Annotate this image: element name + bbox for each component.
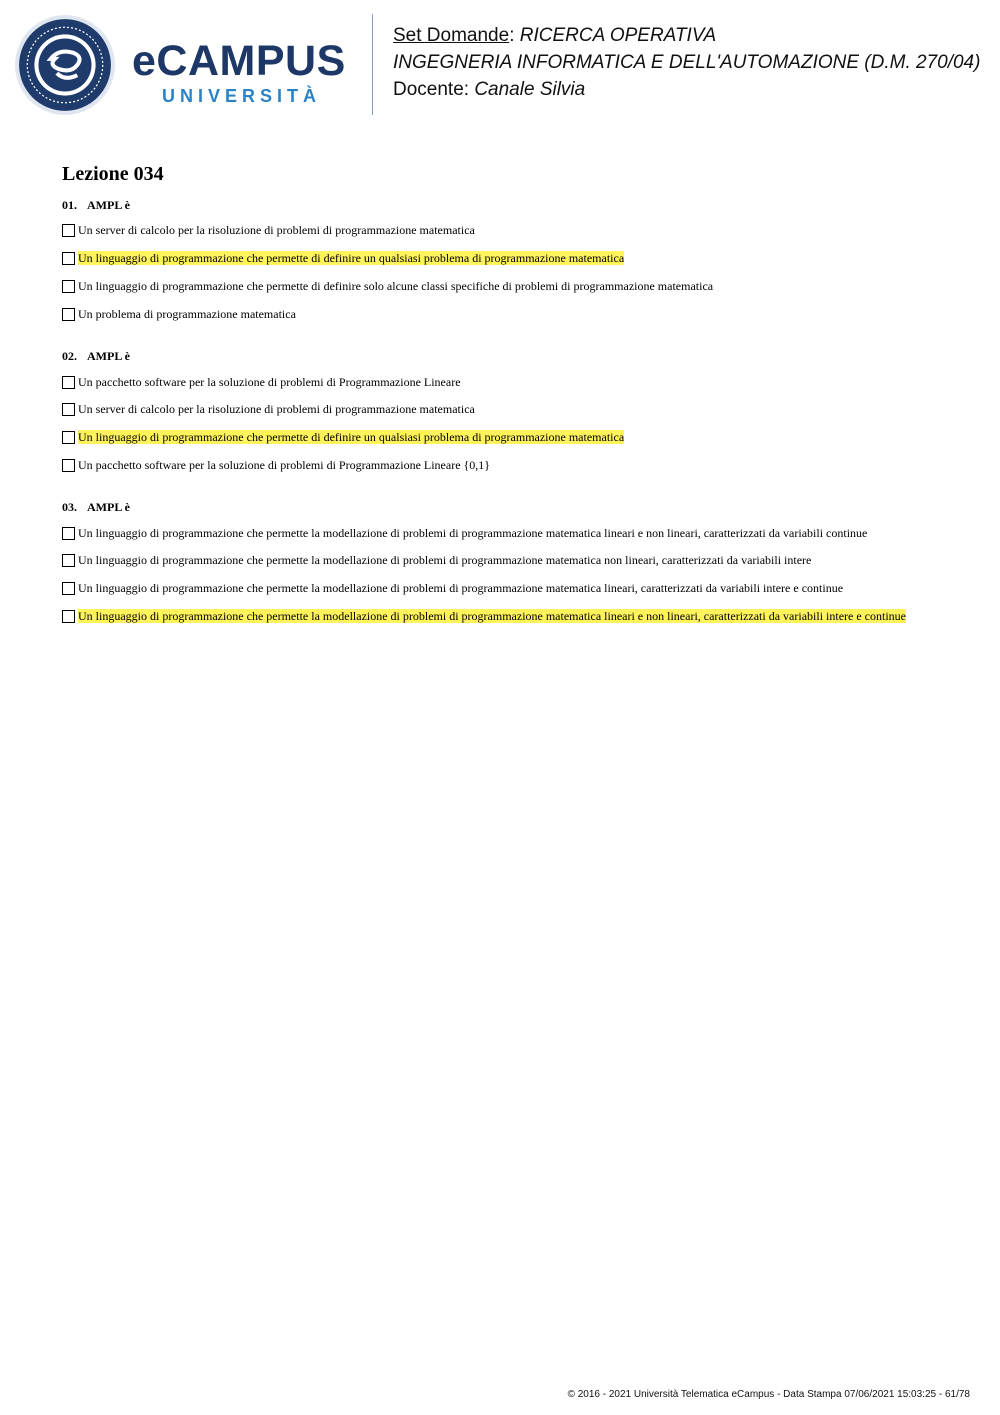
set-line: [393, 22, 980, 49]
answer-text: Un pacchetto software per la soluzione di problemi di Programmazione Lineare {0,1}: [78, 458, 491, 472]
answer-text: Un problema di programmazione matematica: [78, 307, 296, 321]
set-value: RICERCA OPERATIVA: [519, 25, 717, 46]
answer-option[interactable]: [62, 609, 942, 624]
page-header: [0, 0, 1000, 130]
docente-label: Docente:: [393, 79, 475, 100]
question-title: [62, 349, 942, 363]
answer-checkbox[interactable]: [62, 459, 75, 472]
answer-checkbox[interactable]: [62, 431, 75, 444]
question-title: [62, 500, 942, 514]
answer-text: Un linguaggio di programmazione che permette la modellazione di problemi di programmazione matematica lineari e non lineari, caratterizzati da variabili continue: [78, 526, 868, 540]
answer-text-highlighted: Un linguaggio di programmazione che permette di definire un qualsiasi problema di programmazione matematica: [78, 251, 625, 265]
question-03: [62, 500, 942, 623]
answer-checkbox[interactable]: [62, 280, 75, 293]
page-footer: © 2016 - 2021 Università Telematica eCampus - Data Stampa 07/06/2021 15:03:25 - 61/78: [567, 1389, 970, 1400]
question-01: [62, 198, 942, 321]
question-text: AMPL è: [87, 349, 130, 363]
answer-checkbox[interactable]: [62, 376, 75, 389]
logo-wordmark: eCAMPUS: [132, 37, 346, 85]
answer-option[interactable]: [62, 223, 942, 238]
answer-option[interactable]: [62, 375, 942, 390]
docente-value: Canale Silvia: [474, 79, 586, 100]
question-number: 03.: [62, 500, 77, 514]
answer-option[interactable]: [62, 581, 942, 596]
question-number: 02.: [62, 349, 77, 363]
answer-text: Un server di calcolo per la risoluzione di problemi di programmazione matematica: [78, 402, 475, 416]
answer-option[interactable]: [62, 458, 942, 473]
logo-subtext: UNIVERSITÀ: [162, 86, 322, 106]
ecampus-seal-logo: [14, 14, 116, 116]
answer-option[interactable]: [62, 402, 942, 417]
answer-option[interactable]: [62, 553, 942, 568]
question-title: [62, 198, 942, 212]
answer-text-highlighted: Un linguaggio di programmazione che permette la modellazione di problemi di programmazione matematica lineari e non lineari, caratterizzati da variabili intere e continue: [78, 609, 906, 623]
answer-checkbox[interactable]: [62, 403, 75, 416]
answer-text-highlighted: Un linguaggio di programmazione che permette di definire un qualsiasi problema di programmazione matematica: [78, 430, 625, 444]
question-02: [62, 349, 942, 472]
answer-checkbox[interactable]: [62, 527, 75, 540]
answer-option[interactable]: [62, 251, 942, 266]
program-line: INGEGNERIA INFORMATICA E DELL'AUTOMAZIONE (D.M. 270/04): [393, 52, 981, 73]
answer-checkbox[interactable]: [62, 610, 75, 623]
answer-checkbox[interactable]: [62, 308, 75, 321]
set-label: Set Domande: [393, 25, 510, 46]
docente-line: [393, 76, 980, 103]
answer-option[interactable]: [62, 430, 942, 445]
answer-text: Un linguaggio di programmazione che permette la modellazione di problemi di programmazione matematica lineari, caratterizzati da variabili intere e continue: [78, 581, 844, 595]
header-divider: [372, 14, 373, 115]
answer-checkbox[interactable]: [62, 582, 75, 595]
set-separator: :: [509, 25, 520, 46]
answer-option[interactable]: [62, 526, 942, 541]
answer-checkbox[interactable]: [62, 252, 75, 265]
question-text: AMPL è: [87, 500, 130, 514]
answer-text: Un server di calcolo per la risoluzione di problemi di programmazione matematica: [78, 223, 475, 237]
question-text: AMPL è: [87, 198, 130, 212]
answer-checkbox[interactable]: [62, 554, 75, 567]
lesson-title: Lezione 034: [62, 163, 164, 185]
answer-text: Un pacchetto software per la soluzione di problemi di Programmazione Lineare: [78, 375, 461, 389]
answer-option[interactable]: [62, 307, 942, 322]
header-info: [393, 22, 980, 103]
answer-option[interactable]: [62, 279, 942, 294]
answer-text: Un linguaggio di programmazione che permette di definire solo alcune classi specifiche di problemi di programmazione matematica: [78, 279, 714, 293]
answer-checkbox[interactable]: [62, 224, 75, 237]
answer-text: Un linguaggio di programmazione che permette la modellazione di problemi di programmazione matematica non lineari, caratterizzati da variabili intere: [78, 553, 812, 567]
question-number: 01.: [62, 198, 77, 212]
